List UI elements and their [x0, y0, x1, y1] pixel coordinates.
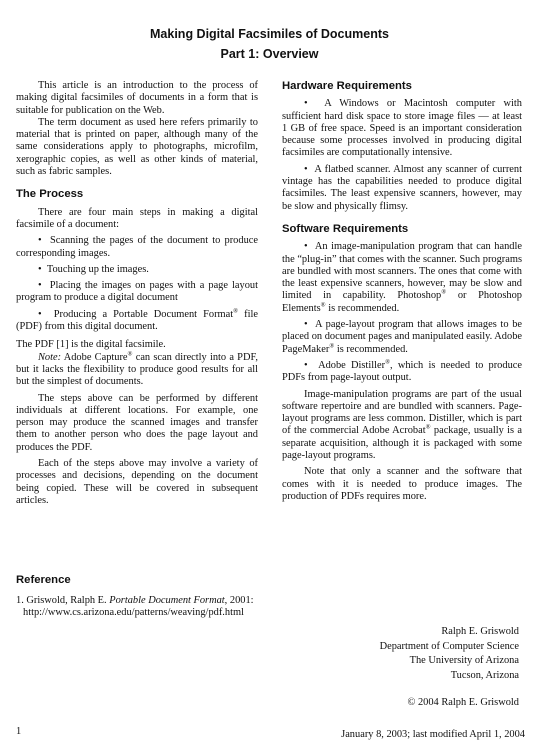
- process-step-3: • Placing the images on pages with a page layout program to produce a digital document: [16, 280, 258, 305]
- note-text-a: Adobe Capture: [61, 351, 128, 363]
- reference-title: Portable Document Format: [109, 594, 225, 606]
- note-label: Note:: [38, 351, 62, 363]
- registered-mark: ®: [441, 288, 447, 296]
- reference-url-link[interactable]: http://www.cs.arizona.edu/patterns/weaving/pdf.html: [23, 607, 244, 618]
- note-text-b: can scan directly into a PDF, but it lacks the flexibility to produce good results for all but the simplest of documents.: [16, 351, 258, 388]
- software-paragraph-2: Note that only a scanner and the software that comes with it is needed to produce images. The production of PDFs requires more.: [282, 466, 522, 502]
- author-university: The University of Arizona: [409, 655, 519, 666]
- software-item-2: • A page-layout program that allows images to be placed on document pages and manipulated easily. Adobe PageMaker® is recommended.: [282, 319, 522, 356]
- reference-item: 1. Griswold, Ralph E. Portable Document Format, 2001: http://www.cs.arizona.edu/patterns/weaving/pdf.html: [16, 594, 254, 618]
- intro-paragraph-2: The term document as used here refers primarily to material that is printed on paper, although many of the same considerations apply to photographs, microfilm, xerographic copies, as well as other kinds of material, such as fabric samples.: [16, 116, 258, 178]
- author-name: Ralph E. Griswold: [441, 626, 519, 637]
- process-step-2: • Touching up the images.: [16, 264, 258, 276]
- author-department: Department of Computer Science: [379, 640, 519, 652]
- step-4-tail: file (PDF) from this digital document.: [16, 308, 258, 333]
- registered-mark: ®: [127, 350, 133, 358]
- step-4-text: Producing a Portable Document Format: [53, 308, 234, 320]
- reference-section: [16, 574, 526, 620]
- process-step-1: • Scanning the pages of the document to produce corresponding images.: [16, 235, 258, 260]
- registered-mark: ®: [425, 423, 431, 431]
- registered-mark: ®: [320, 301, 326, 309]
- software-heading: Software Requirements: [282, 222, 409, 235]
- software-item-3: • Adobe Distiller®, which is needed to produce PDFs from page-layout output.: [282, 360, 522, 385]
- document-subtitle: Part 1: Overview: [220, 47, 319, 61]
- reference-heading: Reference: [16, 574, 71, 586]
- process-step-4: [16, 309, 258, 334]
- software-paragraph-1: Image-manipulation programs are part of the usual software repertoire and are bundled with scanners. Page-layout programs are less common. Distiller, which is part of the commercial Adobe Acrobat® package, usually is a separate acquisition, although it is packaged with some page-layout programs.: [282, 388, 522, 462]
- author-city: Tucson, Arizona: [450, 669, 519, 681]
- registered-mark: ®: [329, 342, 335, 350]
- registered-mark: ®: [233, 307, 239, 315]
- page-number: 1: [16, 726, 22, 737]
- pdf-line: The PDF [1] is the digital facsimile.: [16, 339, 166, 351]
- right-column: [282, 80, 522, 503]
- revision-dates: January 8, 2003; last modified April 1, 2004: [341, 729, 525, 740]
- author-signature: [380, 625, 519, 683]
- steps-paragraph: The steps above can be performed by different individuals at different locations. For example, one person may produce the scanned images and transfer them to another person who does the page layout and produces the PDF.: [16, 392, 258, 453]
- software-item-1: • An image-manipulation program that can handle the “plug-in” that comes with the scanner. Such programs are bundled with most scanners. The ones that come with the least expensive scanners, however, may be slow and limited in capability. Photoshop® or Photoshop Elements® is recommended.: [282, 241, 522, 315]
- each-step-paragraph: Each of the steps above may involve a variety of processes and decisions, depending on the document being copied. These will be covered in subsequent articles.: [16, 458, 258, 506]
- hardware-heading: Hardware Requirements: [282, 80, 412, 92]
- copyright: © 2004 Ralph E. Griswold: [407, 697, 519, 708]
- registered-mark: ®: [385, 358, 391, 366]
- note-paragraph: [16, 352, 258, 389]
- process-intro: There are four main steps in making a digital facsimile of a document:: [16, 206, 258, 230]
- process-heading: The Process: [16, 188, 84, 201]
- hardware-item-1: • A Windows or Macintosh computer with sufficient hard disk space to store image files — at least 1 GB of free space. Speed is an important consideration because some processes involved in producing digital facsimiles are computationally intensive.: [282, 98, 522, 159]
- intro-paragraph-1: This article is an introduction to the process of making digital facsimiles of documents in a form that is suitable for publication on the Web.: [16, 80, 258, 116]
- left-column: [16, 80, 258, 507]
- hardware-item-2: • A flatbed scanner. Almost any scanner of current vintage has the capabilities needed to produce digital facsimiles. The least expensive scanners, however, may be slow and physically flimsy.: [282, 164, 522, 213]
- document-title: Making Digital Facsimiles of Documents: [150, 27, 389, 41]
